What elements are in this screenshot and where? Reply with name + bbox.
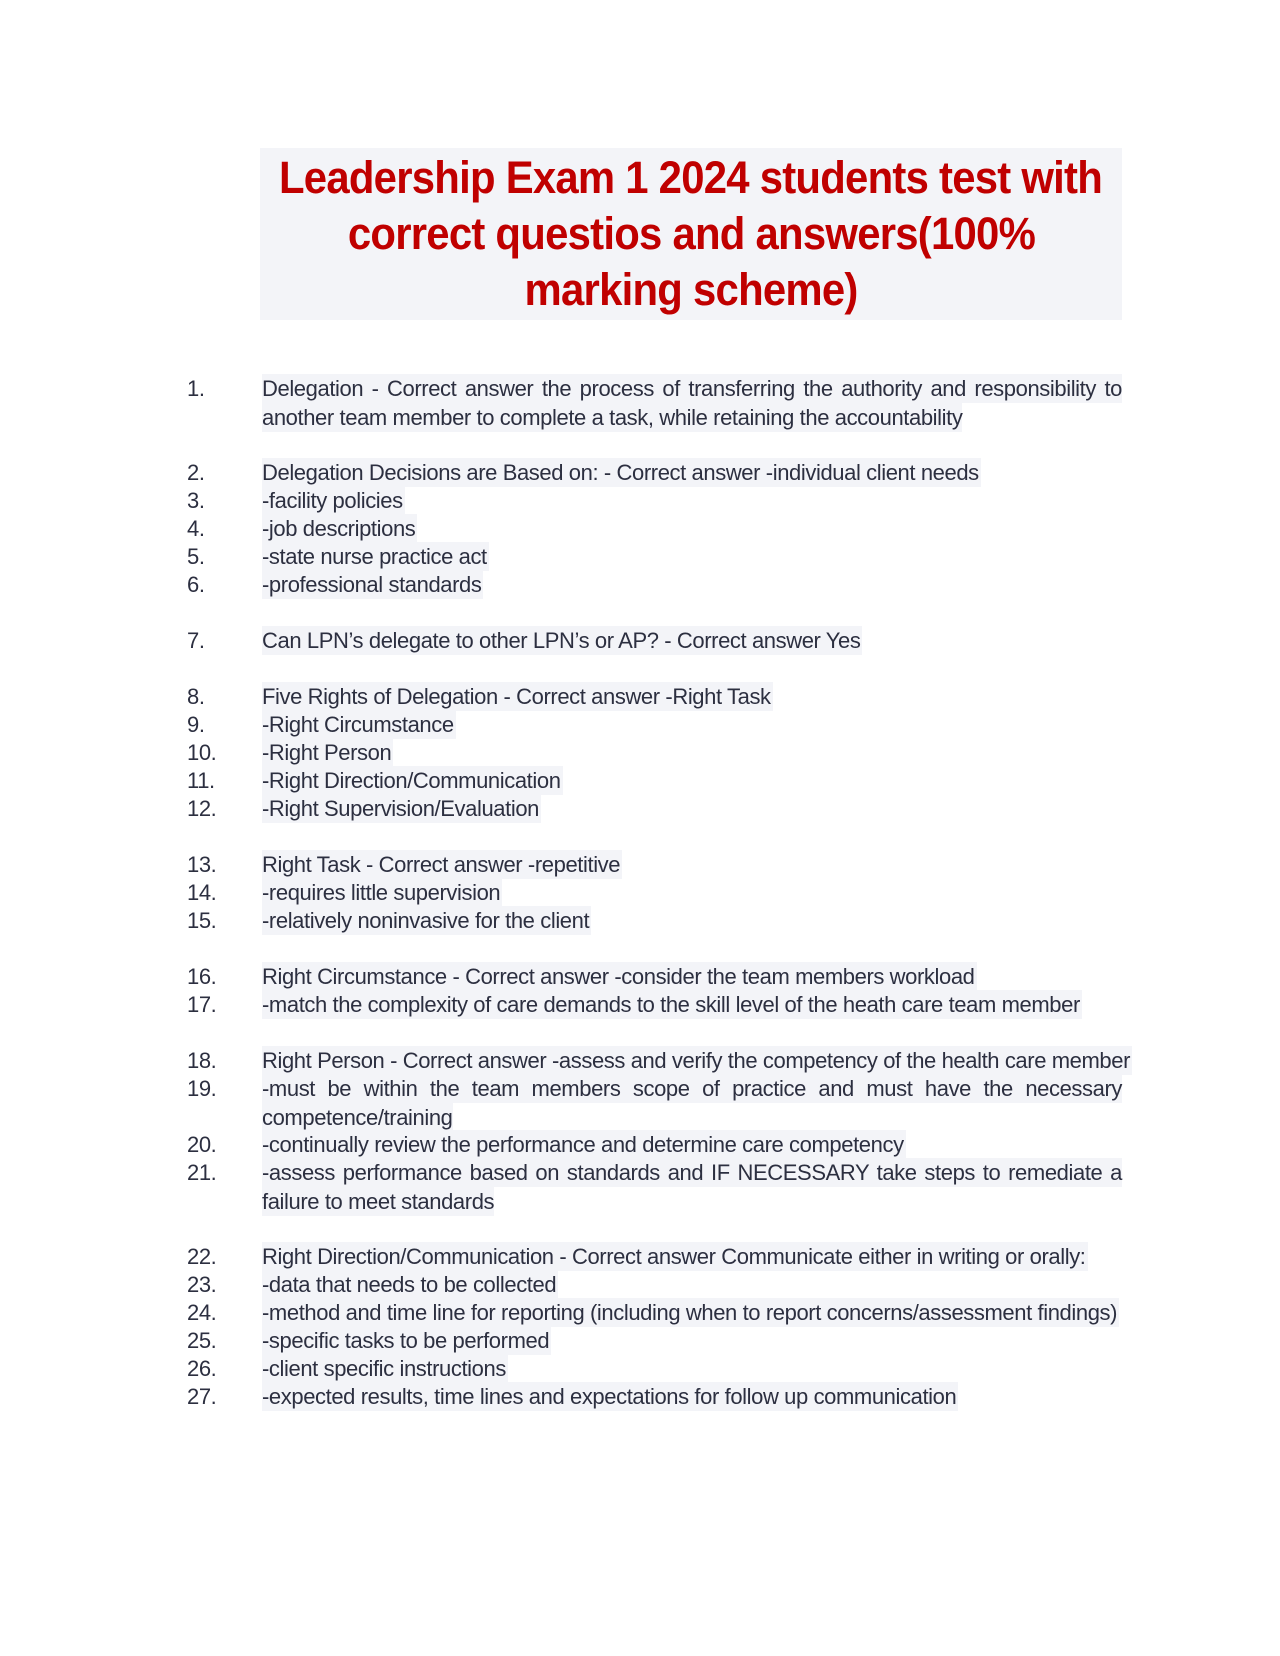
item-number: 11. xyxy=(187,768,215,793)
item-text: Right Direction/Communication - Correct answer Communicate either in writing or orally: xyxy=(262,1244,1086,1269)
item-text: -method and time line for reporting (including when to report concerns/assessment findings) xyxy=(262,1300,1118,1325)
item-number: 14. xyxy=(187,880,217,905)
item-text-line: another team member to complete a task, while retaining the accountability xyxy=(262,405,963,430)
item-text xyxy=(262,1074,1124,1132)
item-number: 20. xyxy=(187,1132,217,1157)
item-text-line: -assess performance based on standards and IF NECESSARY take steps to remediate a xyxy=(262,1160,1122,1185)
item-number: 18. xyxy=(187,1048,217,1073)
item-text: Right Circumstance - Correct answer -consider the team members workload xyxy=(262,964,975,989)
item-number: 27. xyxy=(187,1384,217,1409)
item-text: -match the complexity of care demands to the skill level of the heath care team member xyxy=(262,992,1080,1017)
item-text: -state nurse practice act xyxy=(262,544,487,569)
item-number: 16. xyxy=(187,964,217,989)
item-number: 7. xyxy=(187,628,205,653)
item-number: 2. xyxy=(187,460,205,485)
item-number: 8. xyxy=(187,684,205,709)
item-text: -client specific instructions xyxy=(262,1356,506,1381)
item-text-line: failure to meet standards xyxy=(262,1189,495,1214)
item-text: -Right Direction/Communication xyxy=(262,768,561,793)
item-text: -expected results, time lines and expectations for follow up communication xyxy=(262,1384,957,1409)
item-text: Delegation Decisions are Based on: - Correct answer -individual client needs xyxy=(262,460,979,485)
item-text: -specific tasks to be performed xyxy=(262,1328,550,1353)
item-text xyxy=(262,1158,1124,1216)
item-text: Five Rights of Delegation - Correct answer -Right Task xyxy=(262,684,771,709)
item-number: 26. xyxy=(187,1356,217,1381)
item-number: 23. xyxy=(187,1272,217,1297)
item-number: 15. xyxy=(187,908,217,933)
item-text: -continually review the performance and determine care competency xyxy=(262,1132,904,1157)
item-number: 5. xyxy=(187,544,205,569)
item-number: 6. xyxy=(187,572,205,597)
item-text: Right Task - Correct answer -repetitive xyxy=(262,852,621,877)
item-text: Can LPN’s delegate to other LPN’s or AP? - Correct answer Yes xyxy=(262,628,861,653)
item-number: 24. xyxy=(187,1300,217,1325)
item-text: -data that needs to be collected xyxy=(262,1272,557,1297)
item-number: 10. xyxy=(187,740,217,765)
item-number: 22. xyxy=(187,1244,217,1269)
item-text-line: Delegation - Correct answer the process of transferring the authority and responsibility to xyxy=(262,376,1122,401)
item-text-line: competence/training xyxy=(262,1105,453,1130)
item-text: -requires little supervision xyxy=(262,880,501,905)
item-number: 13. xyxy=(187,852,217,877)
item-text xyxy=(262,374,1124,432)
item-text: -Right Person xyxy=(262,740,392,765)
item-text: Right Person - Correct answer -assess and verify the competency of the health care member xyxy=(262,1048,1131,1073)
item-number: 21. xyxy=(187,1160,217,1185)
item-number: 4. xyxy=(187,516,205,541)
document-title xyxy=(260,148,1122,320)
item-number: 19. xyxy=(187,1076,217,1101)
item-number: 12. xyxy=(187,796,217,821)
item-text: -job descriptions xyxy=(262,516,416,541)
title-line-3: marking scheme) xyxy=(524,264,858,315)
title-line-1: Leadership Exam 1 2024 students test with xyxy=(279,152,1103,203)
title-line-2: correct questios and answers(100% xyxy=(347,208,1035,259)
item-text: -professional standards xyxy=(262,572,482,597)
item-number: 1. xyxy=(187,376,205,401)
item-number: 17. xyxy=(187,992,217,1017)
item-text-line: -must be within the team members scope of practice and must have the necessary xyxy=(262,1076,1122,1101)
item-text: -Right Circumstance xyxy=(262,712,454,737)
item-text: -relatively noninvasive for the client xyxy=(262,908,590,933)
item-number: 3. xyxy=(187,488,205,513)
item-text: -facility policies xyxy=(262,488,403,513)
item-number: 25. xyxy=(187,1328,217,1353)
item-text: -Right Supervision/Evaluation xyxy=(262,796,539,821)
item-number: 9. xyxy=(187,712,205,737)
